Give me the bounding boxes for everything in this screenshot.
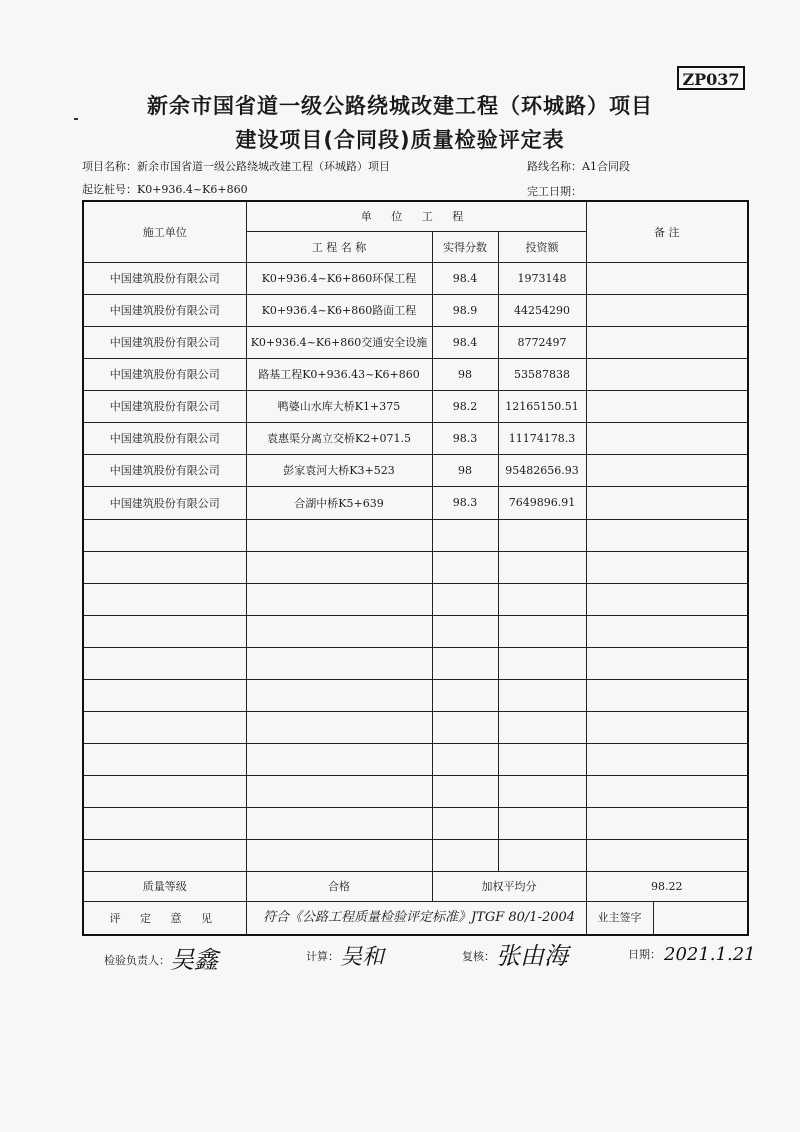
weighted-average-value: 98.22	[586, 871, 748, 901]
project-name-line	[82, 158, 390, 174]
quality-row	[83, 871, 748, 901]
row-remarks	[586, 422, 748, 454]
document-title: 新余市国省道一级公路绕城改建工程（环城路）项目	[147, 94, 653, 118]
empty-row	[83, 839, 748, 871]
owner-sign-cell	[586, 901, 748, 935]
row-score: 98.3	[432, 486, 498, 519]
empty-row	[83, 647, 748, 679]
row-investment: 1973148	[498, 262, 586, 294]
table-row	[83, 486, 748, 519]
date-handwritten: 2021.1.21	[664, 944, 756, 965]
owner-sign-label: 业主签字	[587, 902, 654, 934]
empty-row	[83, 551, 748, 583]
document-code: ZP037	[677, 66, 745, 90]
row-investment: 11174178.3	[498, 422, 586, 454]
row-project-name: 鸭婆山水库大桥K1+375	[246, 390, 432, 422]
header-investment: 投资额	[498, 231, 586, 262]
row-contractor: 中国建筑股份有限公司	[83, 358, 246, 390]
row-project-name: K0+936.4~K6+860路面工程	[246, 294, 432, 326]
completion-date-line	[527, 183, 582, 199]
row-score: 98.4	[432, 262, 498, 294]
row-score: 98.2	[432, 390, 498, 422]
row-contractor: 中国建筑股份有限公司	[83, 294, 246, 326]
table-row	[83, 390, 748, 422]
empty-row	[83, 711, 748, 743]
row-remarks	[586, 262, 748, 294]
header-score: 实得分数	[432, 231, 498, 262]
opinion-row	[83, 901, 748, 935]
row-investment: 53587838	[498, 358, 586, 390]
row-remarks	[586, 454, 748, 486]
row-project-name: K0+936.4~K6+860环保工程	[246, 262, 432, 294]
empty-row	[83, 807, 748, 839]
row-score: 98	[432, 358, 498, 390]
inspector-label: 检验负责人：	[104, 954, 170, 967]
route-name-label: 路线名称：	[527, 160, 582, 173]
row-score: 98.3	[432, 422, 498, 454]
row-contractor: 中国建筑股份有限公司	[83, 262, 246, 294]
project-name-label: 项目名称：	[82, 160, 137, 173]
empty-row	[83, 615, 748, 647]
row-investment: 12165150.51	[498, 390, 586, 422]
route-name-line	[527, 158, 630, 174]
row-project-name: 路基工程K0+936.43~K6+860	[246, 358, 432, 390]
empty-row	[83, 583, 748, 615]
row-remarks	[586, 358, 748, 390]
row-project-name: 袁惠渠分离立交桥K2+071.5	[246, 422, 432, 454]
row-contractor: 中国建筑股份有限公司	[83, 326, 246, 358]
row-score: 98	[432, 454, 498, 486]
table-row	[83, 422, 748, 454]
row-investment: 44254290	[498, 294, 586, 326]
evaluation-table	[82, 200, 749, 936]
quality-grade-label: 质量等级	[83, 871, 246, 901]
row-project-name: K0+936.4~K6+860交通安全设施	[246, 326, 432, 358]
opinion-label: 评 定 意 见	[83, 901, 246, 935]
row-project-name: 彭家袁河大桥K3+523	[246, 454, 432, 486]
calc-label: 计算：	[306, 950, 339, 963]
table-row	[83, 358, 748, 390]
table-row	[83, 326, 748, 358]
empty-row	[83, 679, 748, 711]
review-label: 复核：	[462, 950, 495, 963]
review-signature: 张由海	[496, 942, 568, 970]
row-investment: 7649896.91	[498, 486, 586, 519]
header-project-name: 工 程 名 称	[246, 231, 432, 262]
row-contractor: 中国建筑股份有限公司	[83, 454, 246, 486]
row-remarks	[586, 326, 748, 358]
row-remarks	[586, 294, 748, 326]
header-unit-project: 单 位 工 程	[246, 201, 586, 231]
empty-row	[83, 743, 748, 775]
project-name-value: 新余市国省道一级公路绕城改建工程（环城路）项目	[137, 160, 390, 173]
row-investment: 95482656.93	[498, 454, 586, 486]
row-remarks	[586, 390, 748, 422]
empty-row	[83, 775, 748, 807]
row-investment: 8772497	[498, 326, 586, 358]
station-line	[82, 181, 248, 197]
row-contractor: 中国建筑股份有限公司	[83, 486, 246, 519]
row-remarks	[586, 486, 748, 519]
station-label: 起讫桩号：	[82, 183, 137, 196]
completion-date-label: 完工日期：	[527, 185, 582, 198]
opinion-handwritten: 符合《公路工程质量检验评定标准》JTGF 80/1-2004	[246, 901, 586, 935]
row-score: 98.4	[432, 326, 498, 358]
table-row	[83, 262, 748, 294]
header-contractor: 施工单位	[83, 201, 246, 262]
header-remarks: 备 注	[586, 201, 748, 262]
row-contractor: 中国建筑股份有限公司	[83, 422, 246, 454]
station-value: K0+936.4~K6+860	[137, 183, 248, 196]
row-project-name: 合湖中桥K5+639	[246, 486, 432, 519]
route-name-value: A1合同段	[582, 160, 630, 173]
quality-grade-value: 合格	[246, 871, 432, 901]
header-row-1	[83, 201, 748, 231]
row-score: 98.9	[432, 294, 498, 326]
inspector-signature: 吴鑫	[170, 946, 218, 974]
empty-row	[83, 519, 748, 551]
document-subtitle: 建设项目(合同段)质量检验评定表	[235, 128, 565, 152]
table-row	[83, 454, 748, 486]
date-label: 日期：	[628, 948, 661, 961]
calc-signature: 吴和	[340, 945, 385, 970]
row-contractor: 中国建筑股份有限公司	[83, 390, 246, 422]
table-row	[83, 294, 748, 326]
weighted-average-label: 加权平均分	[432, 871, 586, 901]
